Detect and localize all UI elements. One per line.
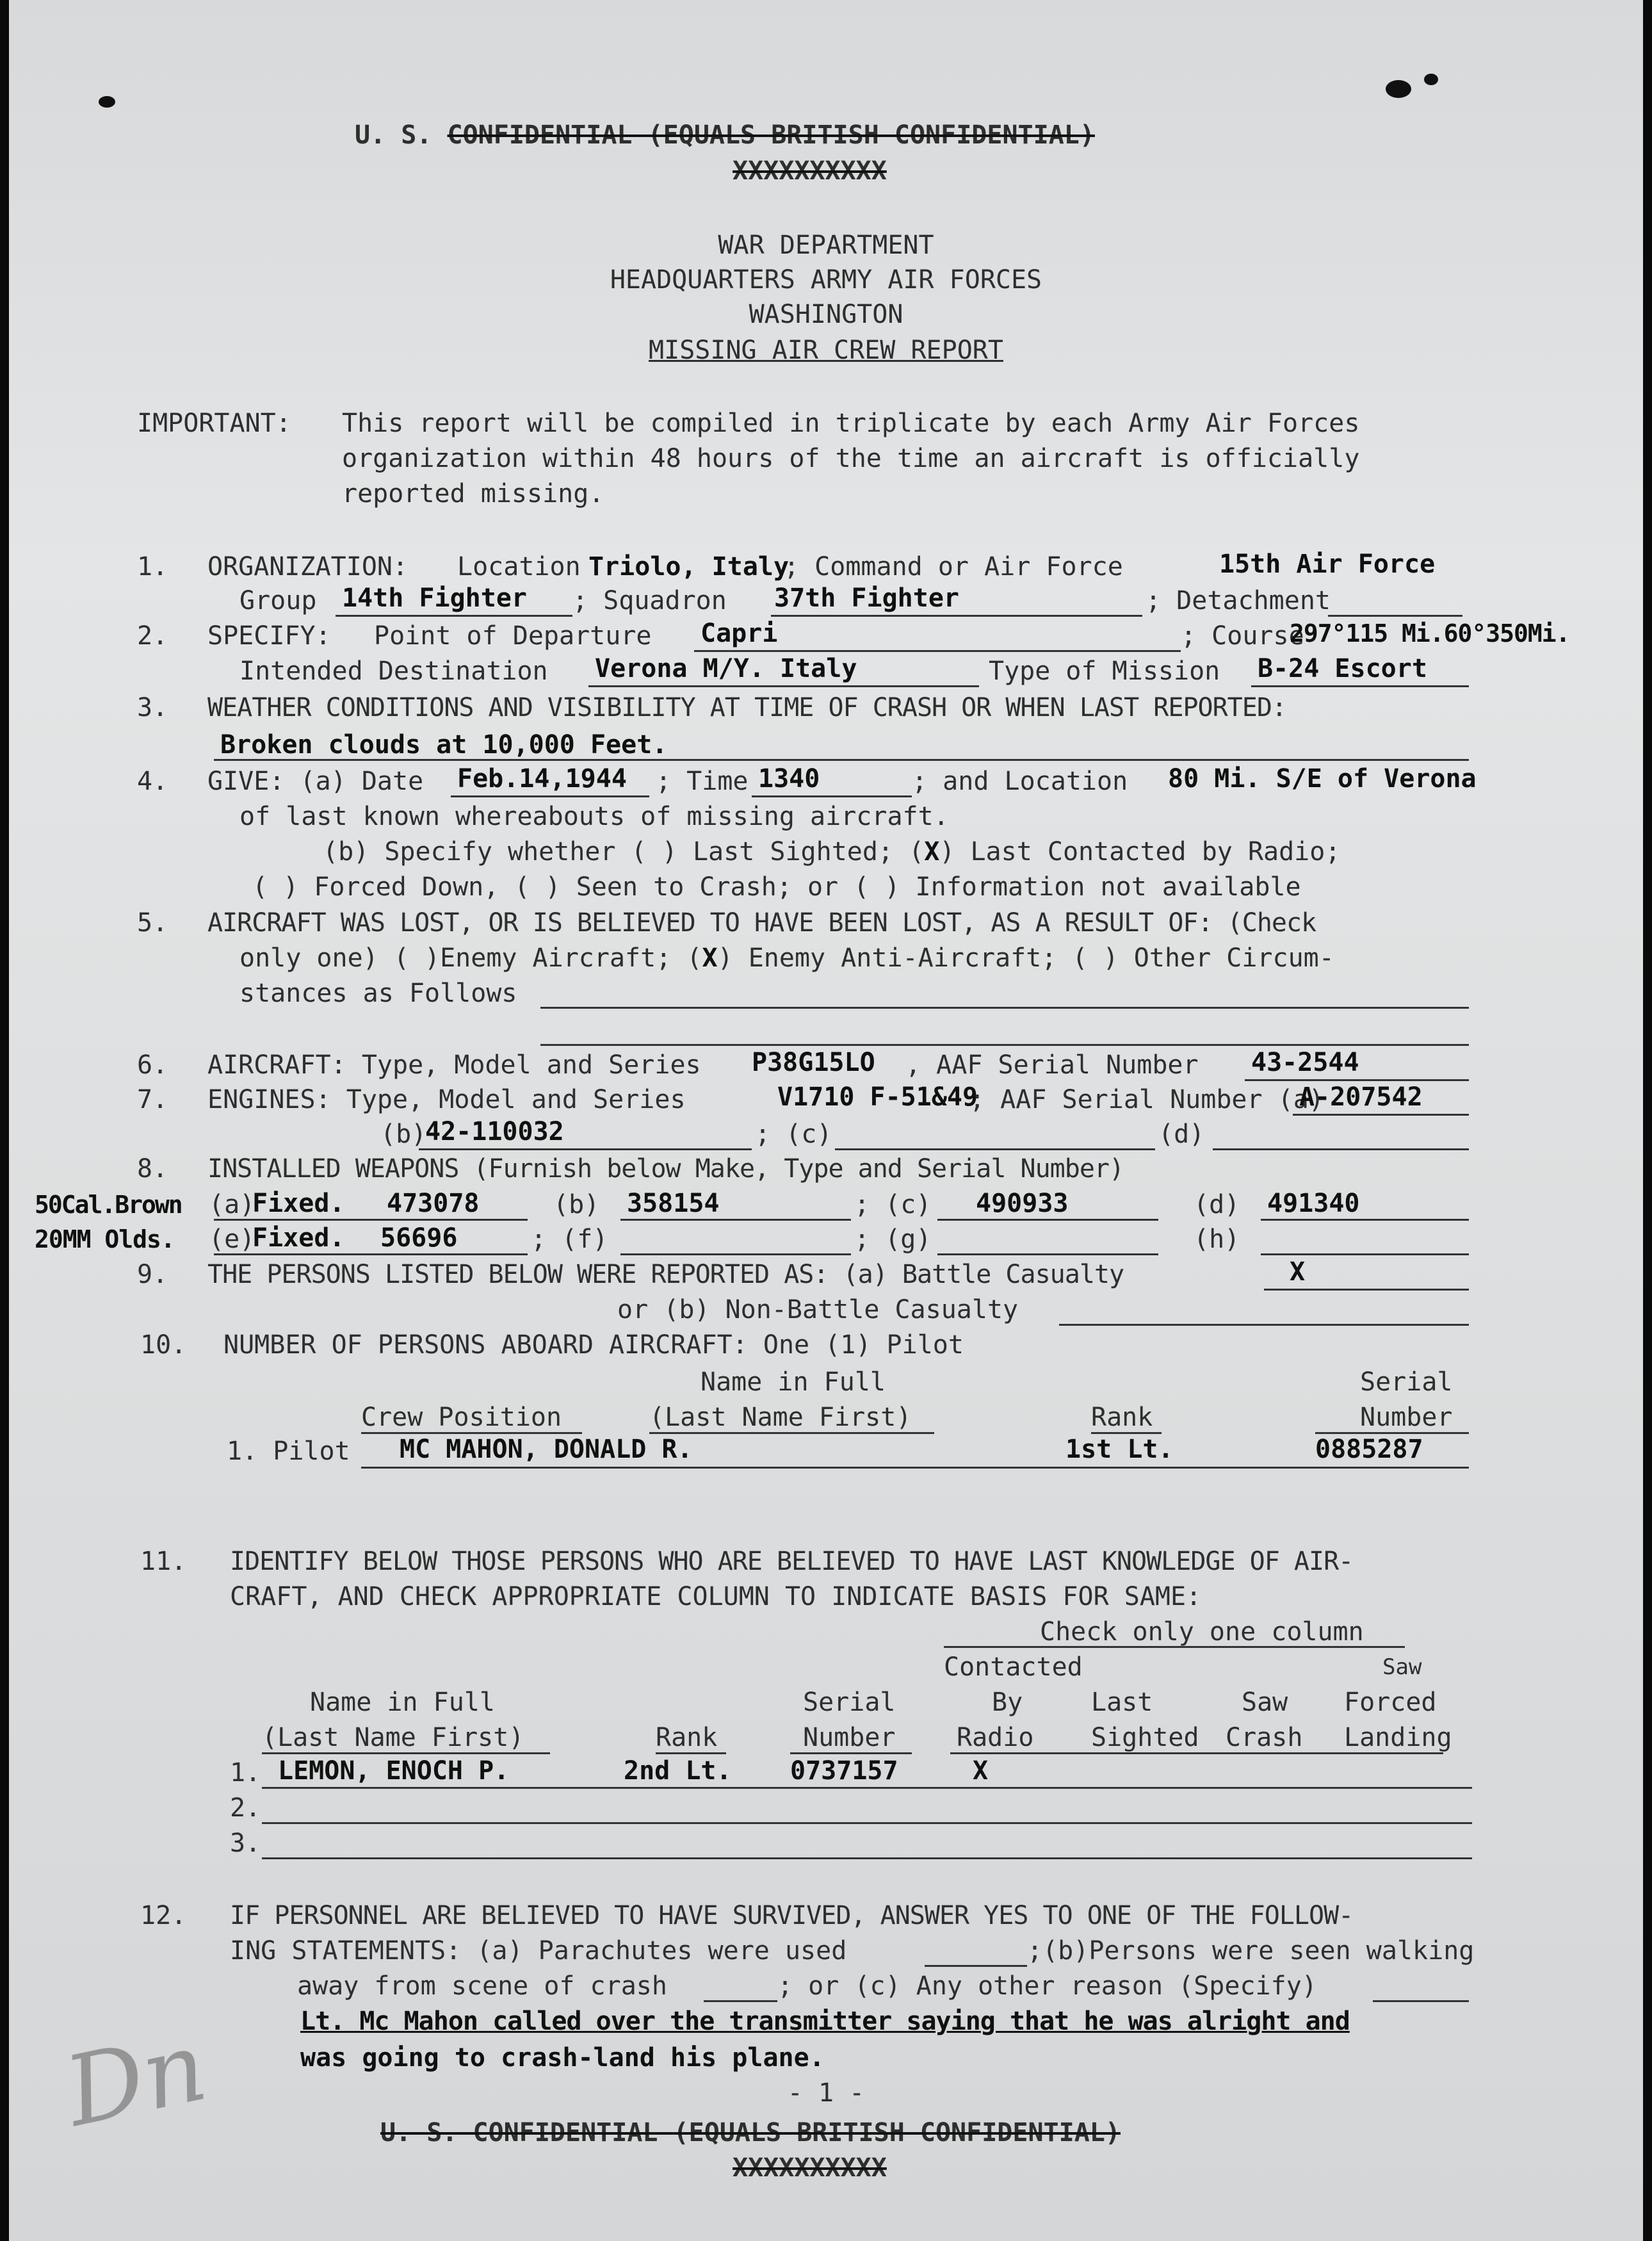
org-location-value: Triolo, Italy [588,552,790,582]
course-label: ; Course [1181,621,1304,651]
mission-value: B-24 Escort [1258,654,1427,683]
course-value: 297°115 Mi.60°350Mi. [1290,619,1570,648]
crew-row-position: 1. Pilot [227,1437,350,1466]
check-column-header: Check only one column [1040,1617,1364,1647]
weapon-e-serial: 56696 [380,1223,458,1253]
crew-name-value: MC MAHON, DONALD R. [400,1435,693,1464]
witness-row-3-num: 3. [230,1829,261,1858]
col-last-sub: Sighted [1091,1723,1199,1752]
weather-value: Broken clouds at 10,000 Feet. [220,730,668,760]
weapon-row1-make: 50Cal.Brown [35,1191,182,1219]
survival-answer-1: Lt. Mc Mahon called over the transmitter saying that he was alright and [300,2007,1350,2036]
weapon-a-serial: 473078 [387,1189,480,1218]
squadron-label: ; Squadron [572,586,727,615]
crew-rank-value: 1st Lt. [1065,1435,1174,1464]
loss-cause-text: AIRCRAFT WAS LOST, OR IS BELIEVED TO HAVE BEEN LOST, AS A RESULT OF: (Check [207,908,1316,938]
crew-col-serial: Serial [1360,1367,1453,1397]
important-text-1: This report will be compiled in triplicate by each Army Air Forces [342,409,1360,438]
contact-specify: (b) Specify whether ( ) Last Sighted; (X) Last Contacted by Radio; [323,837,1341,867]
time-value: 1340 [758,764,820,794]
col-contacted-2: By [992,1688,1023,1717]
engine-type-value: V1710 F-51&49 [777,1082,978,1112]
date-label: GIVE: (a) Date [207,767,424,796]
important-text-3: reported missing. [342,479,604,509]
col-contacted: Contacted [944,1652,1083,1682]
ink-blot [1424,74,1438,85]
weapon-d-label: (d) [1194,1190,1240,1219]
weapon-a-label: (a) [209,1190,255,1219]
circumstances-label: stances as Follows [239,979,517,1008]
section-number: 12. [140,1901,187,1930]
aircraft-serial-value: 43-2544 [1251,1048,1359,1077]
time-label: ; Time [656,767,749,796]
hq-line: HEADQUARTERS ARMY AIR FORCES [610,265,1042,295]
weather-label: WEATHER CONDITIONS AND VISIBILITY AT TIME OF CRASH OR WHEN LAST REPORTED: [207,693,1286,722]
weapon-e-type: Fixed. [252,1223,345,1253]
section-number: 9. [137,1260,168,1289]
important-label: IMPORTANT: [137,409,291,438]
page-title: MISSING AIR CREW REPORT [649,336,1003,365]
col-contacted-3: Radio [957,1723,1034,1752]
survival-text-2b: ;(b)Persons were seen walking [1027,1936,1475,1966]
squadron-value: 37th Fighter [774,583,959,613]
top-marking: U. S. CONFIDENTIAL (EQUALS BRITISH CONFIDENTIAL) [355,120,1095,150]
engines-label: ENGINES: Type, Model and Series [207,1085,686,1114]
command-value: 15th Air Force [1219,550,1436,579]
engine-serial-label: ; AAF Serial Number (a) [969,1085,1324,1114]
survival-text-3: away from scene of crash [297,1971,667,2001]
section-number: 6. [137,1050,168,1080]
section-number: 1. [137,552,168,582]
crew-col-rank: Rank [1091,1403,1153,1432]
loss-cause-options: only one) ( )Enemy Aircraft; (X) Enemy Anti-Aircraft; ( ) Other Circum- [239,943,1334,973]
bottom-xout: XXXXXXXXXX [733,2153,887,2183]
col-serial: Serial [803,1688,896,1717]
location-label: ; and Location [912,767,1128,796]
city-line: WASHINGTON [749,300,903,329]
aircraft-label: AIRCRAFT: Type, Model and Series [207,1050,701,1080]
witness-name-value: LEMON, ENOCH P. [278,1756,510,1786]
important-text-2: organization within 48 hours of the time an aircraft is officially [342,444,1360,473]
col-saw: Saw [1242,1688,1288,1717]
witness-contacted-mark: X [973,1756,989,1786]
weapon-b-serial: 358154 [627,1189,720,1218]
specify-label: SPECIFY: [207,621,331,651]
departure-label: Point of Departure [374,621,652,651]
section-number: 7. [137,1085,168,1114]
dept-line: WAR DEPARTMENT [718,231,934,260]
engine-b-label: (b) [380,1120,427,1149]
witness-rank-value: 2nd Lt. [624,1756,732,1786]
col-last: Last [1091,1688,1153,1717]
location-label: Location [457,552,581,582]
contact-options: ( ) Forced Down, ( ) Seen to Crash; or ( ) Information not available [252,872,1301,902]
weapon-d-serial: 491340 [1267,1189,1360,1218]
weapon-b-label: (b) [553,1190,600,1219]
col-name: Name in Full [310,1688,495,1717]
weapon-h-label: (h) [1194,1225,1240,1254]
witness-row-2-num: 2. [230,1793,261,1823]
mission-label: Type of Mission [989,656,1220,686]
group-label: Group [239,586,317,615]
whereabouts-text: of last known whereabouts of missing aircraft. [239,802,949,831]
detachment-label: ; Detachment [1146,586,1331,615]
aircraft-type-value: P38G15LO [752,1048,875,1077]
weapon-g-label: ; (g) [854,1225,932,1254]
crew-col-name: Name in Full [700,1367,886,1397]
crew-serial-value: 0885287 [1315,1435,1423,1464]
crew-col-position: Crew Position [361,1403,562,1432]
col-saw-sub: Crash [1226,1723,1303,1752]
aircraft-serial-label: , AAF Serial Number [905,1050,1199,1080]
date-value: Feb.14,1944 [457,764,627,794]
page-number: - 1 - [787,2078,865,2108]
engine-serial-b-value: 42-110032 [425,1117,564,1146]
witness-row-1-num: 1. [230,1758,261,1788]
section-number: 8. [137,1154,168,1184]
witness-serial-value: 0737157 [790,1756,898,1786]
weapon-row2-make: 20MM Olds. [35,1225,175,1253]
casualty-label: THE PERSONS LISTED BELOW WERE REPORTED AS: (a) Battle Casualty [207,1260,1124,1289]
non-battle-label: or (b) Non-Battle Casualty [617,1295,1019,1324]
persons-aboard-label: NUMBER OF PERSONS ABOARD AIRCRAFT: One (1) Pilot [223,1330,964,1360]
top-xout: XXXXXXXXXX [733,156,887,186]
group-value: 14th Fighter [342,583,527,613]
section-number: 3. [137,693,168,722]
col-name-sub: (Last Name First) [262,1723,524,1752]
section-number: 11. [140,1547,187,1576]
last-known-location-value: 80 Mi. S/E of Verona [1168,764,1477,794]
bottom-marking: U. S. CONFIDENTIAL (EQUALS BRITISH CONFIDENTIAL) [380,2118,1121,2147]
weapon-c-serial: 490933 [976,1189,1069,1218]
section-number: 5. [137,908,168,938]
knowledge-text-2: CRAFT, AND CHECK APPROPRIATE COLUMN TO INDICATE BASIS FOR SAME: [230,1582,1202,1611]
weapons-label: INSTALLED WEAPONS (Furnish below Make, Type and Serial Number) [207,1154,1124,1184]
knowledge-text-1: IDENTIFY BELOW THOSE PERSONS WHO ARE BELIEVED TO HAVE LAST KNOWLEDGE OF AIR- [230,1547,1354,1576]
col-serial-sub: Number [803,1723,896,1752]
weapon-c-label: ; (c) [854,1190,932,1219]
col-forced: Saw [1382,1654,1422,1680]
col-forced-2: Forced [1344,1688,1437,1717]
departure-value: Capri [700,619,778,648]
section-number: 10. [140,1330,187,1360]
weapon-a-type: Fixed. [252,1189,345,1218]
section-number: 2. [137,621,168,651]
survival-text-2: ING STATEMENTS: (a) Parachutes were used [230,1936,847,1966]
engine-d-label: (d) [1158,1120,1205,1149]
battle-casualty-mark: X [1290,1257,1306,1287]
crew-col-name-sub: (Last Name First) [649,1403,912,1432]
survival-text-1: IF PERSONNEL ARE BELIEVED TO HAVE SURVIVED, ANSWER YES TO ONE OF THE FOLLOW- [230,1901,1354,1930]
ink-blot [99,96,115,108]
weapon-e-label: (e) [209,1225,255,1254]
destination-value: Verona M/Y. Italy [595,654,857,683]
handwritten-initials: Dn [56,2010,216,2149]
survival-text-3b: ; or (c) Any other reason (Specify) [777,1971,1317,2001]
col-forced-sub: Landing [1344,1723,1452,1752]
engine-c-label: ; (c) [755,1120,832,1149]
engine-serial-a-value: A-207542 [1299,1082,1423,1112]
command-label: ; Command or Air Force [784,552,1123,582]
crew-col-serial-sub: Number [1360,1403,1453,1432]
survival-answer-2: was going to crash-land his plane. [300,2043,825,2073]
col-rank: Rank [656,1723,718,1752]
weapon-f-label: ; (f) [531,1225,608,1254]
org-label: ORGANIZATION: [207,552,409,582]
document-page [9,0,1643,2241]
section-number: 4. [137,767,168,796]
destination-label: Intended Destination [239,656,548,686]
ink-blot [1386,80,1411,98]
